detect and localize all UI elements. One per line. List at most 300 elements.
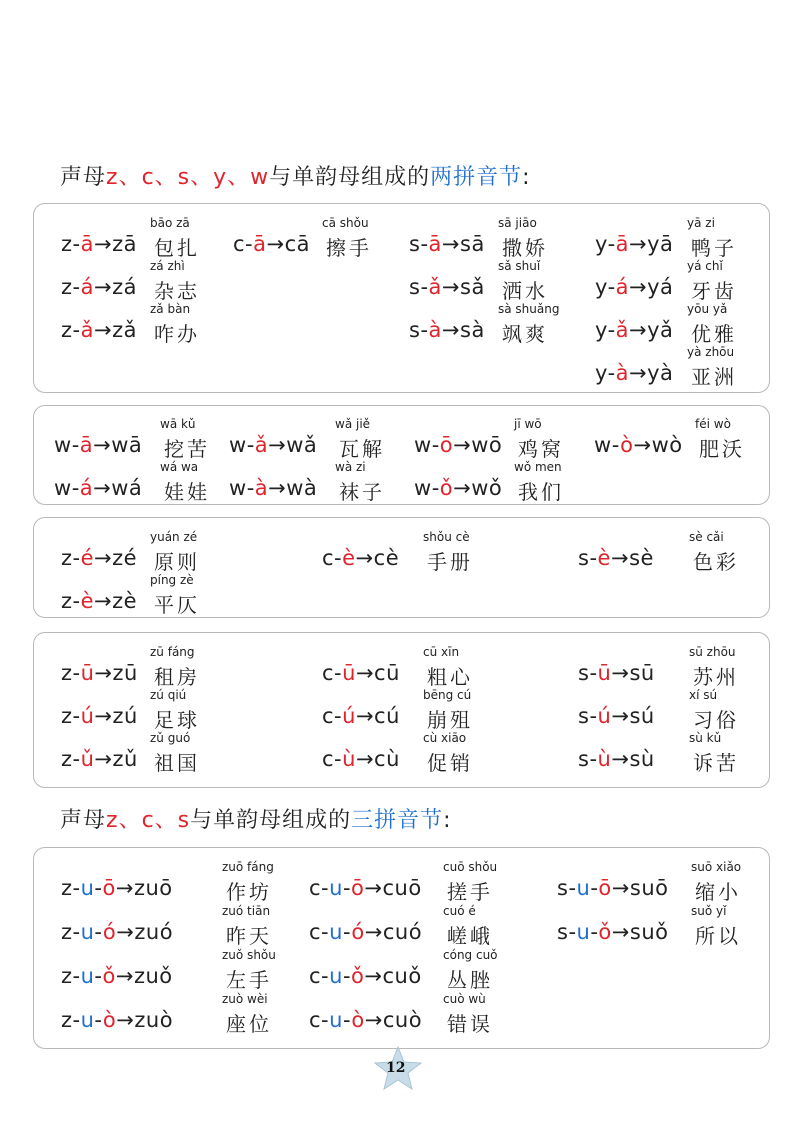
initial: y (595, 361, 608, 385)
separator: → (629, 318, 648, 342)
word-pinyin: sǎ shuǐ (498, 259, 541, 273)
syllable-rule (595, 361, 673, 385)
word-hanzi: 色彩 (693, 550, 739, 574)
separator: - (321, 876, 330, 900)
medial: u (329, 876, 343, 900)
result-syllable: yā (647, 232, 674, 256)
separator: → (94, 704, 113, 728)
separator: - (590, 876, 599, 900)
word-pinyin: zá zhì (150, 259, 185, 273)
word-hanzi: 错误 (447, 1012, 493, 1036)
separator: → (355, 704, 375, 728)
result-syllable: wǎ (286, 433, 318, 457)
separator: → (364, 1008, 383, 1032)
word-pinyin: zuò wèi (222, 992, 268, 1006)
separator: - (94, 876, 103, 900)
word-pinyin: zū fáng (150, 645, 195, 659)
final: á (79, 476, 94, 500)
word-pinyin: wǎ jiě (335, 417, 371, 431)
final: ǎ (615, 318, 630, 342)
page-number: 12 (386, 1060, 406, 1076)
separator: - (589, 661, 598, 685)
separator: - (72, 232, 81, 256)
word-hanzi: 左手 (226, 968, 272, 992)
word-hanzi: 撒娇 (502, 236, 548, 260)
word-hanzi: 搓手 (447, 880, 493, 904)
final: ǒ (102, 964, 116, 988)
word-pinyin: yōu yǎ (687, 302, 728, 316)
syllable-rule (409, 275, 485, 299)
initial: s (557, 876, 569, 900)
initial: w (54, 433, 72, 457)
separator: - (94, 964, 103, 988)
medial: u (80, 876, 95, 900)
result-syllable: zǔ (112, 747, 138, 771)
final: ǔ (80, 747, 95, 771)
final: ō (102, 876, 116, 900)
initial: y (595, 232, 608, 256)
syllable-rule (61, 704, 138, 728)
word-pinyin: cuō shǒu (443, 860, 498, 874)
result-syllable: sè (629, 546, 654, 570)
result-syllable: wá (111, 476, 143, 500)
final: ā (253, 232, 267, 256)
final: ū (597, 661, 612, 685)
final: ā (428, 232, 442, 256)
separator: - (246, 433, 255, 457)
separator: - (568, 876, 577, 900)
final: ā (80, 232, 94, 256)
separator: - (321, 964, 330, 988)
final: ù (597, 747, 612, 771)
initial: z (61, 876, 73, 900)
syllable-rule (61, 964, 173, 988)
syllable-rule (595, 318, 673, 342)
result-syllable: zé (112, 546, 138, 570)
separator: → (355, 546, 374, 570)
final: ō (598, 876, 612, 900)
separator: - (72, 704, 81, 728)
final: á (615, 275, 630, 299)
separator: - (342, 920, 352, 944)
word-hanzi: 原则 (154, 550, 200, 574)
syllable-rule (414, 433, 502, 457)
word-pinyin: zuǒ shǒu (222, 948, 276, 962)
separator: - (334, 661, 343, 685)
final: ò (620, 433, 634, 457)
word-hanzi: 租房 (154, 665, 200, 689)
word-pinyin: zuó tiān (222, 904, 271, 918)
separator: → (611, 876, 630, 900)
result-syllable: suō (629, 876, 669, 900)
final: ǎ (80, 318, 94, 342)
syllable-rule (578, 704, 655, 728)
separator: → (115, 964, 134, 988)
word-pinyin: cóng cuǒ (443, 948, 498, 962)
word-pinyin: wǒ men (514, 460, 562, 474)
syllable-rule (309, 1008, 422, 1032)
syllable-rule (578, 546, 654, 570)
separator: - (321, 920, 330, 944)
section-heading-three-part-syllables: 声母z、c、s与单韵母组成的三拼音节: (60, 808, 452, 833)
separator: - (72, 920, 81, 944)
separator: - (72, 747, 81, 771)
separator: → (441, 232, 461, 256)
result-syllable: sù (629, 747, 655, 771)
medial: u (329, 920, 343, 944)
syllable-rule (61, 232, 137, 256)
box-w (33, 405, 770, 505)
separator: → (364, 876, 383, 900)
separator: → (116, 1008, 135, 1032)
initial: z (61, 232, 73, 256)
word-hanzi: 飒爽 (502, 322, 548, 346)
separator: - (72, 275, 81, 299)
separator: - (342, 1008, 352, 1032)
initial: s (409, 232, 421, 256)
final: ú (80, 704, 95, 728)
initial: s (557, 920, 569, 944)
separator: → (441, 318, 461, 342)
initial: z (61, 704, 73, 728)
word-pinyin: shǒu cè (423, 530, 470, 544)
initial: w (229, 433, 247, 457)
separator: - (94, 920, 103, 944)
separator: - (607, 318, 616, 342)
word-pinyin: wà zi (335, 460, 366, 474)
result-syllable: zā (112, 232, 137, 256)
word-hanzi: 作坊 (226, 880, 272, 904)
initial: c (309, 920, 322, 944)
separator: → (94, 747, 113, 771)
separator: → (629, 232, 648, 256)
result-syllable: wō (471, 433, 503, 457)
final: à (428, 318, 442, 342)
word-hanzi: 优雅 (691, 322, 737, 346)
syllable-rule (61, 546, 137, 570)
initial: w (414, 433, 432, 457)
box-e (33, 517, 770, 618)
final: ō (351, 876, 365, 900)
initial: s (578, 747, 590, 771)
word-hanzi: 肥沃 (699, 437, 745, 461)
word-pinyin: zuō fáng (222, 860, 274, 874)
word-hanzi: 祖国 (154, 751, 200, 775)
initial: c (309, 1008, 322, 1032)
separator: → (116, 920, 135, 944)
word-hanzi: 苏州 (693, 665, 739, 689)
word-hanzi: 牙齿 (691, 279, 737, 303)
separator: → (268, 433, 287, 457)
separator: - (71, 476, 80, 500)
final: ā (79, 433, 94, 457)
word-pinyin: yā zi (687, 216, 715, 230)
separator: - (334, 747, 343, 771)
result-syllable: sā (460, 232, 485, 256)
initial: c (309, 876, 322, 900)
separator: - (72, 318, 81, 342)
box-zcsy-a (33, 203, 770, 393)
syllable-rule (322, 704, 400, 728)
word-hanzi: 粗心 (427, 665, 473, 689)
separator: → (611, 661, 630, 685)
syllable-rule (61, 275, 137, 299)
result-syllable: wà (286, 476, 318, 500)
result-syllable: zǎ (112, 318, 137, 342)
section-heading-two-part-syllables: 声母z、c、s、y、w与单韵母组成的两拼音节: (60, 165, 531, 190)
separator: → (355, 661, 375, 685)
syllable-rule (322, 661, 400, 685)
separator: - (72, 661, 81, 685)
final: é (80, 546, 95, 570)
separator: → (268, 476, 287, 500)
syllable-rule (557, 920, 669, 944)
initial: z (61, 964, 73, 988)
initial: w (54, 476, 72, 500)
word-pinyin: jī wō (514, 417, 542, 431)
word-hanzi: 平仄 (154, 593, 200, 617)
result-syllable: wò (651, 433, 683, 457)
word-hanzi: 座位 (226, 1012, 272, 1036)
result-syllable: sà (460, 318, 485, 342)
initial: z (61, 275, 73, 299)
word-pinyin: xí sú (689, 688, 718, 702)
result-syllable: cā (284, 232, 311, 256)
final: ǎ (428, 275, 442, 299)
separator: - (72, 589, 81, 613)
medial: u (80, 1008, 95, 1032)
word-pinyin: píng zè (150, 573, 194, 587)
word-hanzi: 袜子 (339, 480, 385, 504)
separator: → (611, 747, 630, 771)
syllable-rule (61, 747, 138, 771)
word-hanzi: 鸡窝 (518, 437, 564, 461)
syllable-rule (557, 876, 669, 900)
word-pinyin: bēng cú (423, 688, 472, 702)
initial: y (595, 275, 608, 299)
separator: - (607, 232, 616, 256)
syllable-rule (229, 476, 317, 500)
final: ú (342, 704, 356, 728)
syllable-rule (322, 747, 400, 771)
word-pinyin: yá chǐ (687, 259, 723, 273)
word-pinyin: cuó é (443, 904, 476, 918)
separator: - (71, 433, 80, 457)
final: ó (351, 920, 365, 944)
result-syllable: zá (112, 275, 137, 299)
separator: → (611, 920, 630, 944)
initial: w (229, 476, 247, 500)
result-syllable: cè (373, 546, 400, 570)
word-hanzi: 鸭子 (691, 236, 737, 260)
result-syllable: cuǒ (382, 964, 422, 988)
word-hanzi: 缩小 (695, 880, 741, 904)
separator: - (420, 232, 429, 256)
word-pinyin: zǎ bàn (150, 302, 191, 316)
syllable-rule (414, 476, 502, 500)
separator: → (94, 589, 113, 613)
word-hanzi: 崩殂 (427, 708, 473, 732)
box-u (33, 632, 770, 788)
initial: c (322, 704, 335, 728)
word-hanzi: 诉苦 (693, 751, 739, 775)
syllable-rule (595, 275, 673, 299)
final: ù (342, 747, 356, 771)
separator: - (246, 476, 255, 500)
result-syllable: wā (111, 433, 143, 457)
word-hanzi: 我们 (518, 480, 564, 504)
syllable-rule (61, 1008, 173, 1032)
separator: - (607, 275, 616, 299)
word-hanzi: 手册 (427, 550, 473, 574)
initial: c (309, 964, 322, 988)
syllable-rule (233, 232, 310, 256)
word-pinyin: cū xīn (423, 645, 460, 659)
result-syllable: sū (629, 661, 655, 685)
syllable-rule (61, 920, 173, 944)
initial: c (233, 232, 246, 256)
separator: - (589, 704, 598, 728)
word-pinyin: cù xiāo (423, 731, 467, 745)
separator: → (453, 476, 472, 500)
separator: - (245, 232, 254, 256)
medial: u (576, 920, 591, 944)
word-pinyin: suǒ yǐ (691, 904, 727, 918)
initial: z (61, 546, 73, 570)
syllable-rule (409, 318, 485, 342)
final: è (80, 589, 95, 613)
word-pinyin: féi wò (695, 417, 731, 431)
medial: u (329, 1008, 343, 1032)
word-pinyin: zú qiú (150, 688, 187, 702)
word-hanzi: 挖苦 (164, 437, 210, 461)
result-syllable: cù (374, 747, 400, 771)
word-hanzi: 促销 (427, 751, 473, 775)
initial: c (322, 546, 335, 570)
separator: → (93, 433, 112, 457)
final: ǒ (351, 964, 365, 988)
initial: s (578, 661, 590, 685)
final: ā (615, 232, 630, 256)
word-hanzi: 擦手 (326, 236, 372, 260)
result-syllable: cuó (382, 920, 423, 944)
syllable-rule (309, 964, 422, 988)
word-pinyin: sè cǎi (689, 530, 724, 544)
separator: → (93, 476, 112, 500)
initial: c (322, 661, 335, 685)
syllable-rule (309, 920, 422, 944)
syllable-rule (594, 433, 683, 457)
result-syllable: sú (629, 704, 655, 728)
separator: → (266, 232, 285, 256)
final: ò (102, 1008, 117, 1032)
syllable-rule (309, 876, 422, 900)
separator: - (72, 1008, 81, 1032)
separator: → (441, 275, 461, 299)
syllable-rule (61, 318, 137, 342)
separator: → (611, 704, 630, 728)
initial: z (61, 318, 73, 342)
syllable-rule (61, 661, 138, 685)
result-syllable: wǒ (471, 476, 503, 500)
separator: → (115, 876, 134, 900)
word-pinyin: yuán zé (150, 530, 198, 544)
separator: → (94, 661, 113, 685)
box-uo (33, 847, 770, 1049)
initial: z (61, 1008, 73, 1032)
initial: z (61, 920, 73, 944)
result-syllable: zuō (133, 876, 173, 900)
separator: - (342, 964, 352, 988)
syllable-rule (409, 232, 485, 256)
word-hanzi: 所以 (695, 924, 741, 948)
syllable-rule (595, 232, 673, 256)
separator: - (72, 876, 81, 900)
word-hanzi: 丛脞 (447, 968, 493, 992)
word-pinyin: sù kǔ (689, 731, 722, 745)
separator: → (629, 275, 648, 299)
separator: - (611, 433, 621, 457)
separator: - (431, 476, 440, 500)
word-pinyin: zǔ guó (150, 731, 191, 745)
separator: - (342, 876, 352, 900)
word-hanzi: 咋办 (154, 322, 200, 346)
word-hanzi: 瓦解 (339, 437, 385, 461)
word-pinyin: bāo zā (150, 216, 190, 230)
word-hanzi: 嵯峨 (447, 924, 493, 948)
word-hanzi: 包扎 (154, 236, 200, 260)
result-syllable: zú (112, 704, 138, 728)
separator: - (590, 920, 599, 944)
initial: w (414, 476, 432, 500)
syllable-rule (54, 476, 142, 500)
separator: → (633, 433, 652, 457)
separator: - (72, 964, 81, 988)
word-hanzi: 亚洲 (691, 365, 737, 389)
initial: z (61, 747, 73, 771)
word-hanzi: 杂志 (154, 279, 200, 303)
result-syllable: cuō (382, 876, 422, 900)
final: ó (102, 920, 117, 944)
separator: - (334, 704, 343, 728)
separator: - (420, 275, 429, 299)
syllable-rule (322, 546, 399, 570)
word-pinyin: wā kǔ (160, 417, 196, 431)
final: à (254, 476, 269, 500)
separator: → (610, 546, 630, 570)
initial: s (409, 275, 421, 299)
final: à (615, 361, 630, 385)
result-syllable: suǒ (629, 920, 669, 944)
word-pinyin: wá wa (160, 460, 199, 474)
syllable-rule (54, 433, 142, 457)
separator: - (589, 546, 598, 570)
medial: u (80, 964, 95, 988)
word-hanzi: 昨天 (226, 924, 272, 948)
final: è (597, 546, 611, 570)
initial: s (578, 704, 590, 728)
final: ǒ (598, 920, 612, 944)
result-syllable: zè (112, 589, 138, 613)
word-hanzi: 洒水 (502, 279, 548, 303)
separator: - (431, 433, 440, 457)
final: ū (342, 661, 356, 685)
syllable-rule (61, 876, 173, 900)
medial: u (80, 920, 95, 944)
final: ǎ (254, 433, 269, 457)
separator: - (321, 1008, 330, 1032)
result-syllable: zuò (134, 1008, 174, 1032)
